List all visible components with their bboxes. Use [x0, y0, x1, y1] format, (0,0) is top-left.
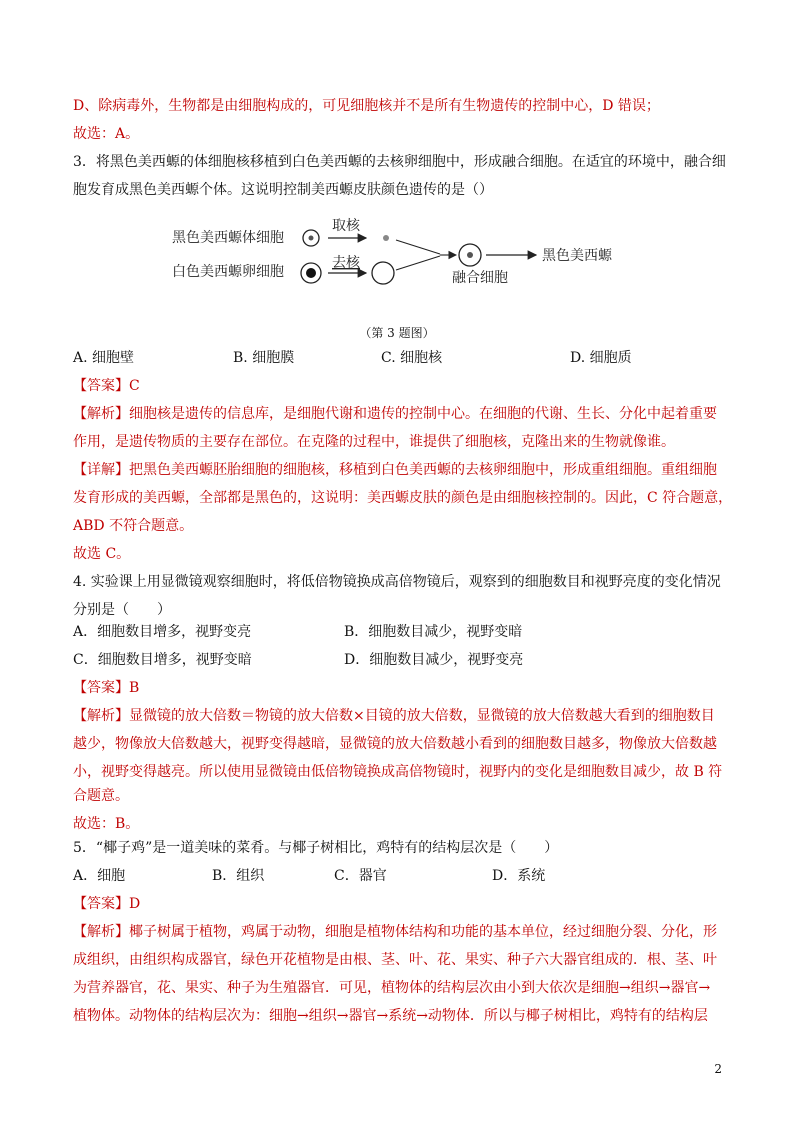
q3-option-c: C. 细胞核 [381, 350, 443, 366]
q5-option-b: B．组织 [212, 868, 265, 884]
figure-caption: （第 3 题图） [359, 326, 435, 340]
analysis-line: 越少，物像放大倍数越大，视野变得越暗，显微镜的放大倍数越小看到的细胞数目越多，物像放大倍数越 [73, 736, 717, 752]
q3-option-a: A. 细胞壁 [73, 350, 135, 366]
question-3-stem: 3．将黑色美西螈的体细胞核移植到白色美西螈的去核卵细胞中，形成融合细胞。在适宜的环境中，融合细 [73, 154, 726, 170]
q3-option-b: B. 细胞膜 [233, 350, 295, 366]
white-cell-label: 白色美西螈卵细胞 [172, 264, 284, 280]
fused-cell-nucleus [467, 252, 473, 258]
q3-option-d: D. 细胞质 [570, 350, 632, 366]
analysis-line: 合题意。 [73, 788, 129, 804]
analysis-line: 【解析】细胞核是遗传的信息库，是细胞代谢和遗传的控制中心。在细胞的代谢、生长、分化中起着重要 [73, 406, 717, 422]
detail-line: 发育形成的美西螈，全部都是黑色的，这说明：美西螈皮肤的颜色是由细胞核控制的。因此，C 符合题意， [73, 490, 733, 506]
nuclear-transfer-diagram [160, 212, 640, 312]
selection-line: 故选 C。 [73, 546, 131, 562]
merge-line [396, 256, 440, 270]
detail-line: ABD 不符合题意。 [73, 518, 194, 534]
selection-line: 故选：B。 [73, 816, 140, 832]
q4-option-a: A．细胞数目增多，视野变亮 [73, 624, 252, 640]
analysis-line: 小，视野变得越亮。所以使用显微镜由低倍物镜换成高倍物镜时，视野内的变化是细胞数目减少，故 B 符 [73, 764, 723, 780]
answer-line: 【答案】B [73, 680, 140, 696]
detail-line: 【详解】把黑色美西螈胚胎细胞的细胞核，移植到白色美西螈的去核卵细胞中，形成重组细胞。重组细胞 [73, 462, 717, 478]
analysis-line: 【解析】显微镜的放大倍数＝物镜的放大倍数×目镜的放大倍数，显微镜的放大倍数越大看到的细胞数目 [73, 708, 715, 724]
question-4-stem: 分别是（ ） [73, 602, 171, 618]
q4-option-c: C．细胞数目增多，视野变暗 [73, 652, 252, 668]
black-cell-label: 黑色美西螈体细胞 [172, 230, 284, 246]
answer-line: 【答案】C [73, 378, 140, 394]
analysis-line: 作用，是遗传物质的主要存在部位。在克隆的过程中，谁提供了细胞核，克隆出来的生物就像谁。 [73, 434, 675, 450]
extracted-nucleus [383, 235, 389, 241]
analysis-line: 成组织，由组织构成器官，绿色开花植物是由根、茎、叶、花、果实、种子六大器官组成的．根、茎、叶 [73, 952, 717, 968]
analysis-line: 为营养器官，花、果实、种子为生殖器官．可见，植物体的结构层次由小到大依次是细胞→组织→器官→ [73, 980, 711, 996]
analysis-line: 植物体。动物体的结构层次为：细胞→组织→器官→系统→动物体．所以与椰子树相比，鸡特有的结构层 [73, 1008, 708, 1024]
q5-option-c: C．器官 [334, 868, 387, 884]
q4-option-b: B．细胞数目减少，视野变暗 [344, 624, 523, 640]
merge-line [396, 240, 440, 254]
page-number: 2 [714, 1062, 722, 1076]
q5-option-a: A．细胞 [73, 868, 126, 884]
result-label: 黑色美西螈 [542, 248, 612, 264]
answer-line: 【答案】D [73, 896, 141, 912]
fused-cell-label: 融合细胞 [452, 270, 508, 286]
take-nucleus-label: 取核 [332, 218, 360, 234]
text-line: 故选：A。 [73, 126, 140, 142]
q4-option-d: D．细胞数目减少，视野变亮 [344, 652, 524, 668]
remove-nucleus-label: 去核 [332, 255, 360, 271]
text-line: D、除病毒外，生物都是由细胞构成的，可见细胞核并不是所有生物遗传的控制中心，D 错误； [73, 98, 660, 114]
q5-option-d: D．系统 [492, 868, 546, 884]
white-egg-cell-nucleus [306, 268, 316, 278]
analysis-line: 【解析】椰子树属于植物，鸡属于动物，细胞是植物体结构和功能的基本单位，经过细胞分裂、分化，形 [73, 924, 717, 940]
enucleated-egg-cell [372, 262, 394, 284]
black-body-cell-nucleus [309, 236, 314, 241]
question-3-stem: 胞发育成黑色美西螈个体。这说明控制美西螈皮肤颜色遗传的是（） [73, 182, 493, 198]
question-5-stem: 5．“椰子鸡”是一道美味的菜肴。与椰子树相比，鸡特有的结构层次是（ ） [73, 840, 559, 856]
question-4-stem: 4. 实验课上用显微镜观察细胞时，将低倍物镜换成高倍物镜后，观察到的细胞数目和视野亮度的变化情况 [73, 574, 721, 590]
